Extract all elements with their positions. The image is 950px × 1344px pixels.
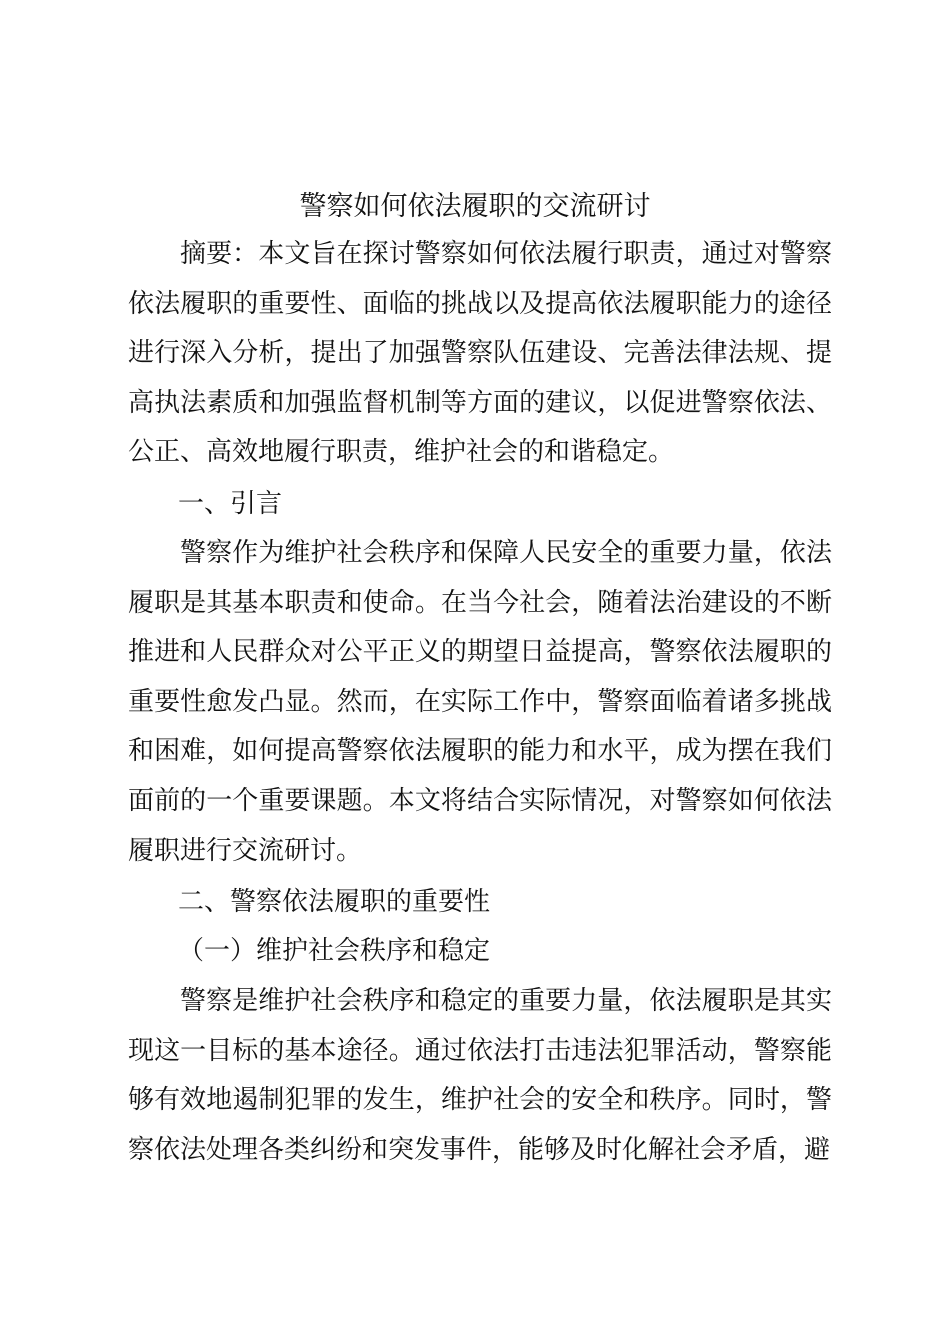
introduction-paragraph: 警察作为维护社会秩序和保障人民安全的重要力量，依法履职是其基本职责和使命。在当今社会，随着法治建设的不断推进和人民群众对公平正义的期望日益提高，警察依法履职的重要性愈发凸显。然而，在实际工作中，警察面临着诸多挑战和困难，如何提高警察依法履职的能力和水平，成为摆在我们面前的一个重要课题。本文将结合实际情况，对警察如何依法履职进行交流研讨。 [128, 538, 832, 866]
document-title: 警察如何依法履职的交流研讨 [299, 191, 651, 222]
section-heading-importance: 二、警察依法履职的重要性 [178, 887, 491, 917]
abstract-paragraph: 摘要：本文旨在探讨警察如何依法履行职责，通过对警察依法履职的重要性、面临的挑战以及提高依法履职能力的途径进行深入分析，提出了加强警察队伍建设、完善法律法规、提高执法素质和加强监督机制等方面的建议，以促进警察依法、公正、高效地履行职责，维护社会的和谐稳定。 [128, 239, 832, 468]
social-order-paragraph: 警察是维护社会秩序和稳定的重要力量，依法履职是其实现这一目标的基本途径。通过依法打击违法犯罪活动，警察能够有效地遏制犯罪的发生，维护社会的安全和秩序。同时，警察依法处理各类纠纷和突发事件，能够及时化解社会矛盾，避 [128, 986, 832, 1165]
section-heading-introduction: 一、引言 [178, 489, 283, 519]
subsection-heading-social-order: （一）维护社会秩序和稳定 [178, 936, 491, 966]
